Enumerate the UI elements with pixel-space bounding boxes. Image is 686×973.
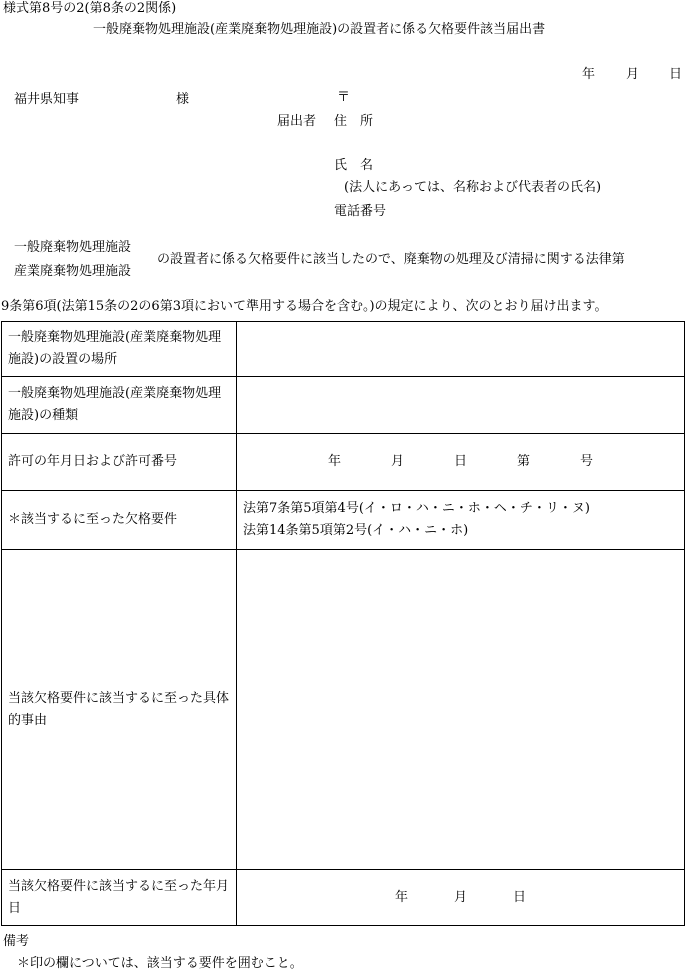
phone-label: 電話番号 <box>334 204 387 219</box>
facility-option-general: 一般廃棄物処理施設 <box>14 240 132 255</box>
facility-option-industrial: 産業廃棄物処理施設 <box>14 264 132 279</box>
permit-date-number-label: 許可の年月日および許可番号 <box>2 434 237 491</box>
remarks-note: ＊印の欄については、該当する要件を囲むこと。 <box>17 956 303 971</box>
applicable-month-label: 月 <box>453 889 467 905</box>
table-row <box>2 377 685 434</box>
requirement-option-article14: 法第14条第5項第2号(イ・ハ・ニ・ホ) <box>243 523 469 538</box>
document-title: 一般廃棄物処理施設(産業廃棄物処理施設)の設置者に係る欠格要件該当届出書 <box>93 22 546 37</box>
form-number: 様式第8号の2(第8条の2関係) <box>3 1 177 16</box>
date-day-label: 日 <box>669 67 683 82</box>
disqualification-requirement-label: ＊該当するに至った欠格要件 <box>2 491 237 550</box>
applicable-date-label: 当該欠格要件に該当するに至った年月日 <box>2 870 237 926</box>
applicable-date-field[interactable] <box>237 870 685 926</box>
table-row <box>2 434 685 491</box>
postal-mark: 〒 <box>337 90 351 105</box>
table-row <box>2 322 685 377</box>
table-row <box>2 491 685 550</box>
facility-type-label: 一般廃棄物処理施設(産業廃棄物処理施設)の種類 <box>2 377 237 434</box>
permit-go-label: 号 <box>579 454 593 469</box>
notifier-label: 届出者 <box>277 114 317 129</box>
applicable-year-label: 年 <box>394 889 408 905</box>
name-label: 氏 名 <box>334 158 374 173</box>
permit-year-label: 年 <box>327 454 341 469</box>
date-year-label: 年 <box>582 67 596 82</box>
notification-table <box>1 321 685 926</box>
permit-dai-label: 第 <box>516 454 530 469</box>
permit-day-label: 日 <box>453 454 467 469</box>
installation-location-label: 一般廃棄物処理施設(産業廃棄物処理施設)の設置の場所 <box>2 322 237 377</box>
disqualification-requirement-field[interactable] <box>237 491 685 550</box>
requirement-option-article7: 法第7条第5項第4号(イ・ロ・ハ・ニ・ホ・ヘ・チ・リ・ヌ) <box>243 501 590 516</box>
statement-line-2: 9条第6項(法第15条の2の6第3項において準用する場合を含む。)の規定により、次のとおり届け出ます。 <box>1 299 608 314</box>
installation-location-field[interactable] <box>237 322 685 377</box>
governor-addressee: 福井県知事 <box>14 92 80 107</box>
specific-reason-field[interactable] <box>237 550 685 870</box>
statement-line-1: の設置者に係る欠格要件に該当したので、廃棄物の処理及び清掃に関する法律第 <box>157 252 625 267</box>
table-row <box>2 870 685 926</box>
permit-month-label: 月 <box>390 454 404 469</box>
applicable-day-label: 日 <box>513 889 527 905</box>
facility-type-field[interactable] <box>237 377 685 434</box>
table-row <box>2 550 685 870</box>
address-label: 住 所 <box>334 114 374 129</box>
remarks-heading: 備考 <box>3 934 30 949</box>
sama-honorific: 様 <box>176 92 190 107</box>
permit-date-number-field[interactable] <box>237 434 685 491</box>
name-note: (法人にあっては、名称および代表者の氏名) <box>344 180 602 195</box>
specific-reason-label: 当該欠格要件に該当するに至った具体的事由 <box>2 550 237 870</box>
date-month-label: 月 <box>626 67 640 82</box>
